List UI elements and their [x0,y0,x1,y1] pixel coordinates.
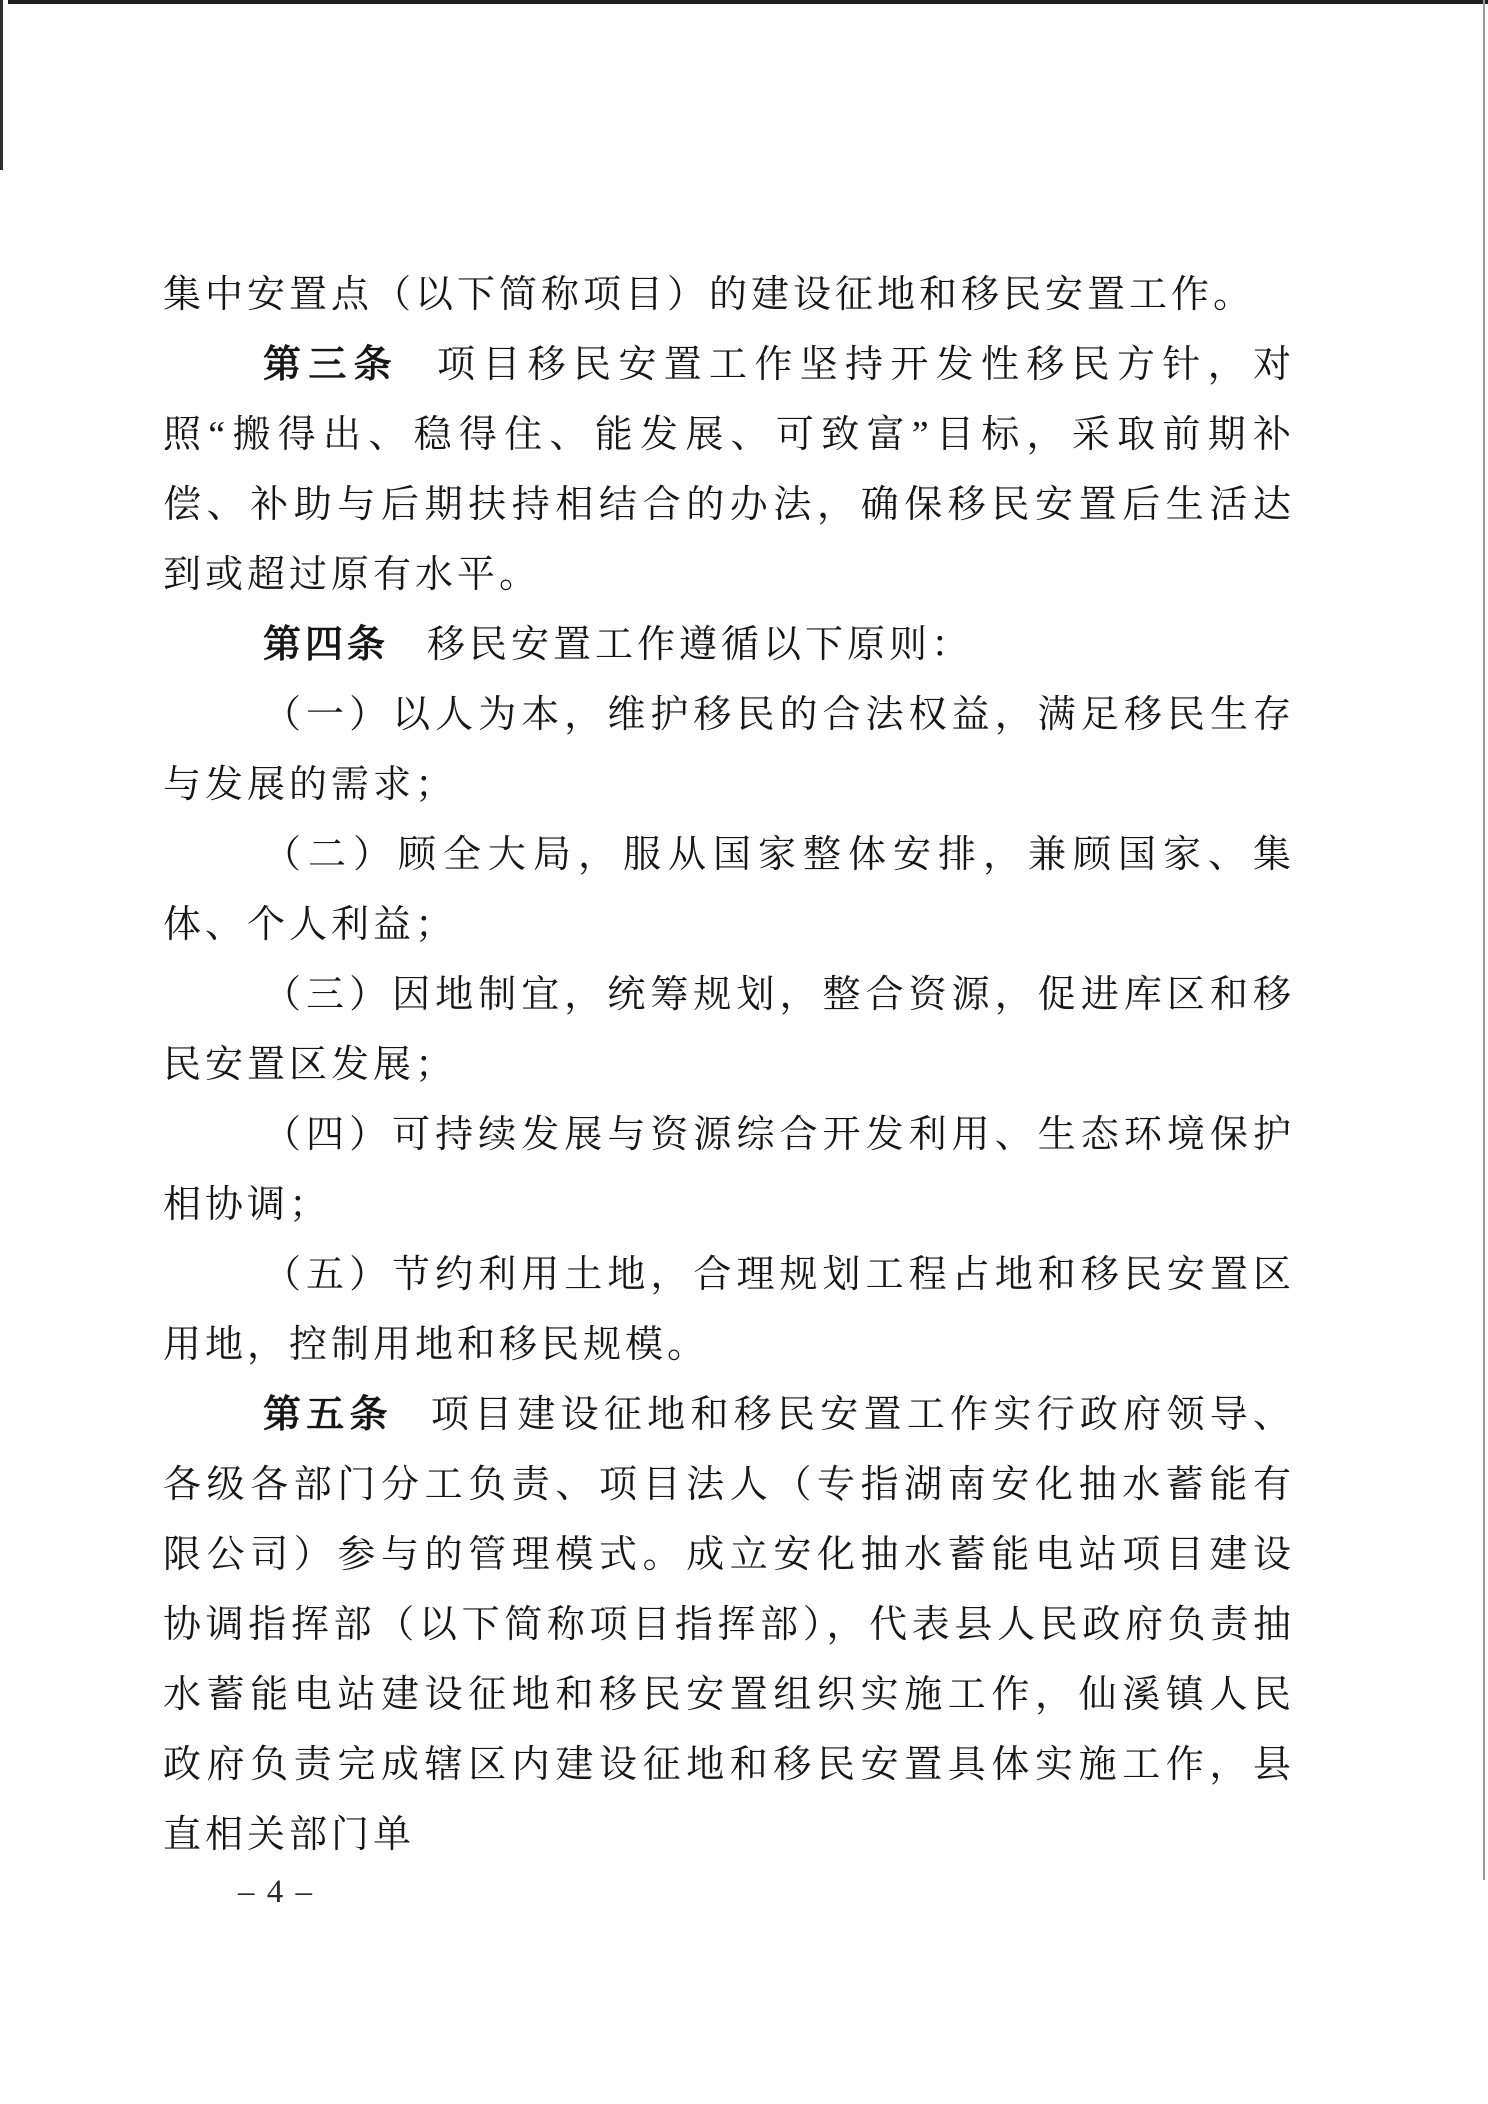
paragraph-text: （三）因地制宜，统筹规划，整合资源，促进库区和移民安置区发展； [163,974,1295,1086]
article-label: 第三条 [263,344,399,386]
paragraph-article-5 [163,1380,1295,1870]
article-label: 第五条 [263,1394,393,1436]
paragraph-text: 集中安置点（以下简称项目）的建设征地和移民安置工作。 [163,274,1256,316]
paragraph-text: 项目建设征地和移民安置工作实行政府领导、各级各部门分工负责、项目法人（专指湖南安化抽水蓄能有限公司）参与的管理模式。成立安化抽水蓄能电站项目建设协调指挥部（以下简称项目指挥部），代表县人民政府负责抽水蓄能电站建设征地和移民安置组织实施工作，仙溪镇人民政府负责完成辖区内建设征地和移民安置具体实施工作，县直相关部门单 [163,1394,1295,1856]
paragraph-text: （二）顾全大局，服从国家整体安排，兼顾国家、集体、个人利益； [163,834,1295,946]
page-number: – 4 – [238,1874,314,1910]
paragraph-continuation [163,260,1295,330]
document-text-block [163,260,1295,1870]
paragraph-principle-1 [163,680,1295,820]
scan-edge-top [8,0,1488,4]
paragraph-text: （四）可持续发展与资源综合开发利用、生态环境保护相协调； [163,1114,1295,1226]
scan-edge-right [1483,0,1485,1880]
paragraph-article-3 [163,330,1295,610]
article-label: 第四条 [263,624,390,666]
scan-edge-left [0,0,3,170]
paragraph-article-4 [163,610,1295,680]
paragraph-text: （五）节约利用土地，合理规划工程占地和移民安置区用地，控制用地和移民规模。 [163,1254,1295,1366]
paragraph-principle-2 [163,820,1295,960]
paragraph-principle-4 [163,1100,1295,1240]
paragraph-text: 移民安置工作遵循以下原则： [427,624,974,666]
paragraph-principle-3 [163,960,1295,1100]
paragraph-text: （一）以人为本，维护移民的合法权益，满足移民生存与发展的需求； [163,694,1295,806]
paragraph-principle-5 [163,1240,1295,1380]
paragraph-text: 项目移民安置工作坚持开发性移民方针，对照“搬得出、稳得住、能发展、可致富”目标，采取前期补偿、补助与后期扶持相结合的办法，确保移民安置后生活达到或超过原有水平。 [163,344,1295,596]
